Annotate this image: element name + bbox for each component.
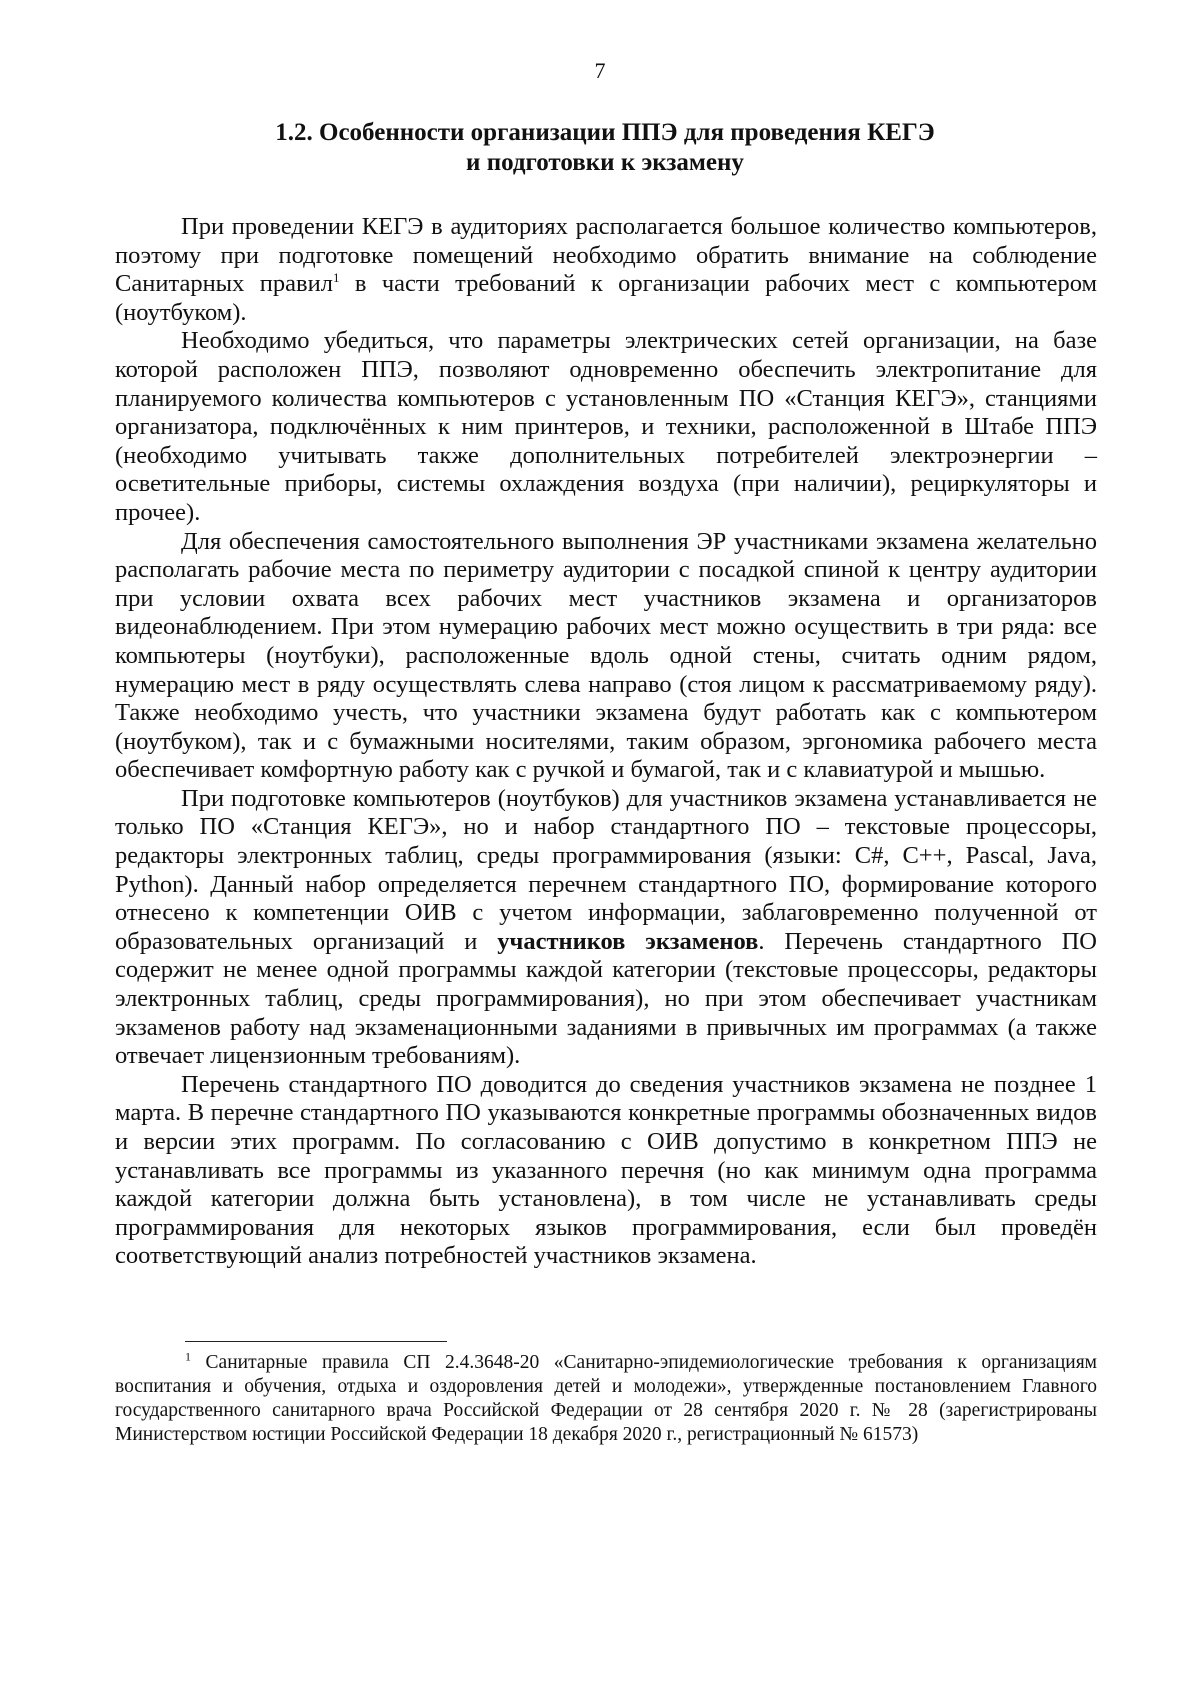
footnote-reference: 1 (332, 270, 340, 286)
paragraph-text: При подготовке компьютеров (ноутбуков) для участников экзамена устанавливается не только ПО «Станция КЕГЭ», но и набор стандартного ПО – текстовые процессоры, редакторы электронных таблиц, среды программирования (языки: C#, C++, Pascal, Java, Python). Данный набор определяется перечнем стандартного ПО, формирование которого отнесено к компетенции ОИВ с учетом информации, заблаговременно полученной от образовательных организаций и (115, 784, 1097, 955)
bold-emphasis: участников экзаменов (497, 927, 759, 955)
paragraph-sanitary-rules (115, 213, 1097, 327)
body-text (115, 213, 1097, 1271)
page-number: 7 (594, 58, 606, 83)
footnote-separator (185, 1341, 447, 1342)
paragraph-text: . Перечень стандартного ПО содержит не менее одной программы каждой категории (текстовые процессоры, редакторы электронных таблиц, среды программирования), но при этом обеспечивает участникам экзаменов работу над экзаменационными заданиями в привычных им программах (а также отвечает лицензионным требованиям). (115, 927, 1097, 1070)
paragraph-workplace-layout: Для обеспечения самостоятельного выполнения ЭР участниками экзамена желательно располагать рабочие места по периметру аудитории с посадкой спиной к центру аудитории при условии охвата всех рабочих мест участников экзамена и организаторов видеонаблюдением. При этом нумерацию рабочих мест можно осуществить в три ряда: все компьютеры (ноутбуки), расположенные вдоль одной стены, считать одним рядом, нумерацию мест в ряду осуществлять слева направо (стоя лицом к рассматриваемому ряду). Также необходимо учесть, что участники экзамена будут работать как с компьютером (ноутбуком), так и с бумажными носителями, таким образом, эргономика рабочего места обеспечивает комфортную работу как с ручкой и бумагой, так и с клавиатурой и мышью. (115, 527, 1097, 784)
paragraph-software-list-deadline: Перечень стандартного ПО доводится до сведения участников экзамена не позднее 1 марта. В перечне стандартного ПО указываются конкретные программы обозначенных видов и версии этих программ. По согласованию с ОИВ допустимо в конкретном ППЭ не устанавливать все программы из указанного перечня (но как минимум одна программа каждой категории должна быть установлена), в том числе не устанавливать среды программирования для некоторых языков программирования, если был проведён соответствующий анализ потребностей участников экзамена. (115, 1070, 1097, 1270)
paragraph-text: При проведении КЕГЭ в аудиториях располагается большое количество компьютеров, поэтому при подготовке помещений необходимо обратить внимание на соблюдение Санитарных правил (115, 213, 1097, 298)
footnote-paragraph (115, 1351, 1097, 1447)
footnote (115, 1351, 1097, 1447)
section-heading-line-1: 1.2. Особенности организации ППЭ для проведения КЕГЭ (275, 119, 935, 146)
section-heading-line-2: и подготовки к экзамену (466, 149, 744, 176)
paragraph-standard-software (115, 785, 1097, 1071)
paragraph-text: в части требований к организации рабочих мест с компьютером (ноутбуком). (115, 270, 1097, 326)
paragraph-power-supply: Необходимо убедиться, что параметры электрических сетей организации, на базе которой расположен ППЭ, позволяют одновременно обеспечить электропитание для планируемого количества компьютеров с установленным ПО «Станция КЕГЭ», станциями организатора, подключённых к ним принтеров, и техники, расположенной в Штабе ППЭ (необходимо учитывать также дополнительных потребителей электроэнергии – осветительные приборы, системы охлаждения воздуха (при наличии), рециркуляторы и прочее). (115, 327, 1097, 526)
section-heading (110, 118, 1100, 178)
footnote-mark: 1 (185, 1349, 191, 1364)
footnote-text: Санитарные правила СП 2.4.3648-20 «Санитарно-эпидемиологические требования к организациям воспитания и обучения, отдыха и оздоровления детей и молодежи», утвержденные постановлением Главного государственного санитарного врача Российской Федерации от 28 сентября 2020 г. № 28 (зарегистрированы Министерством юстиции Российской Федерации 18 декабря 2020 г., регистрационный № 61573) (115, 1352, 1097, 1445)
